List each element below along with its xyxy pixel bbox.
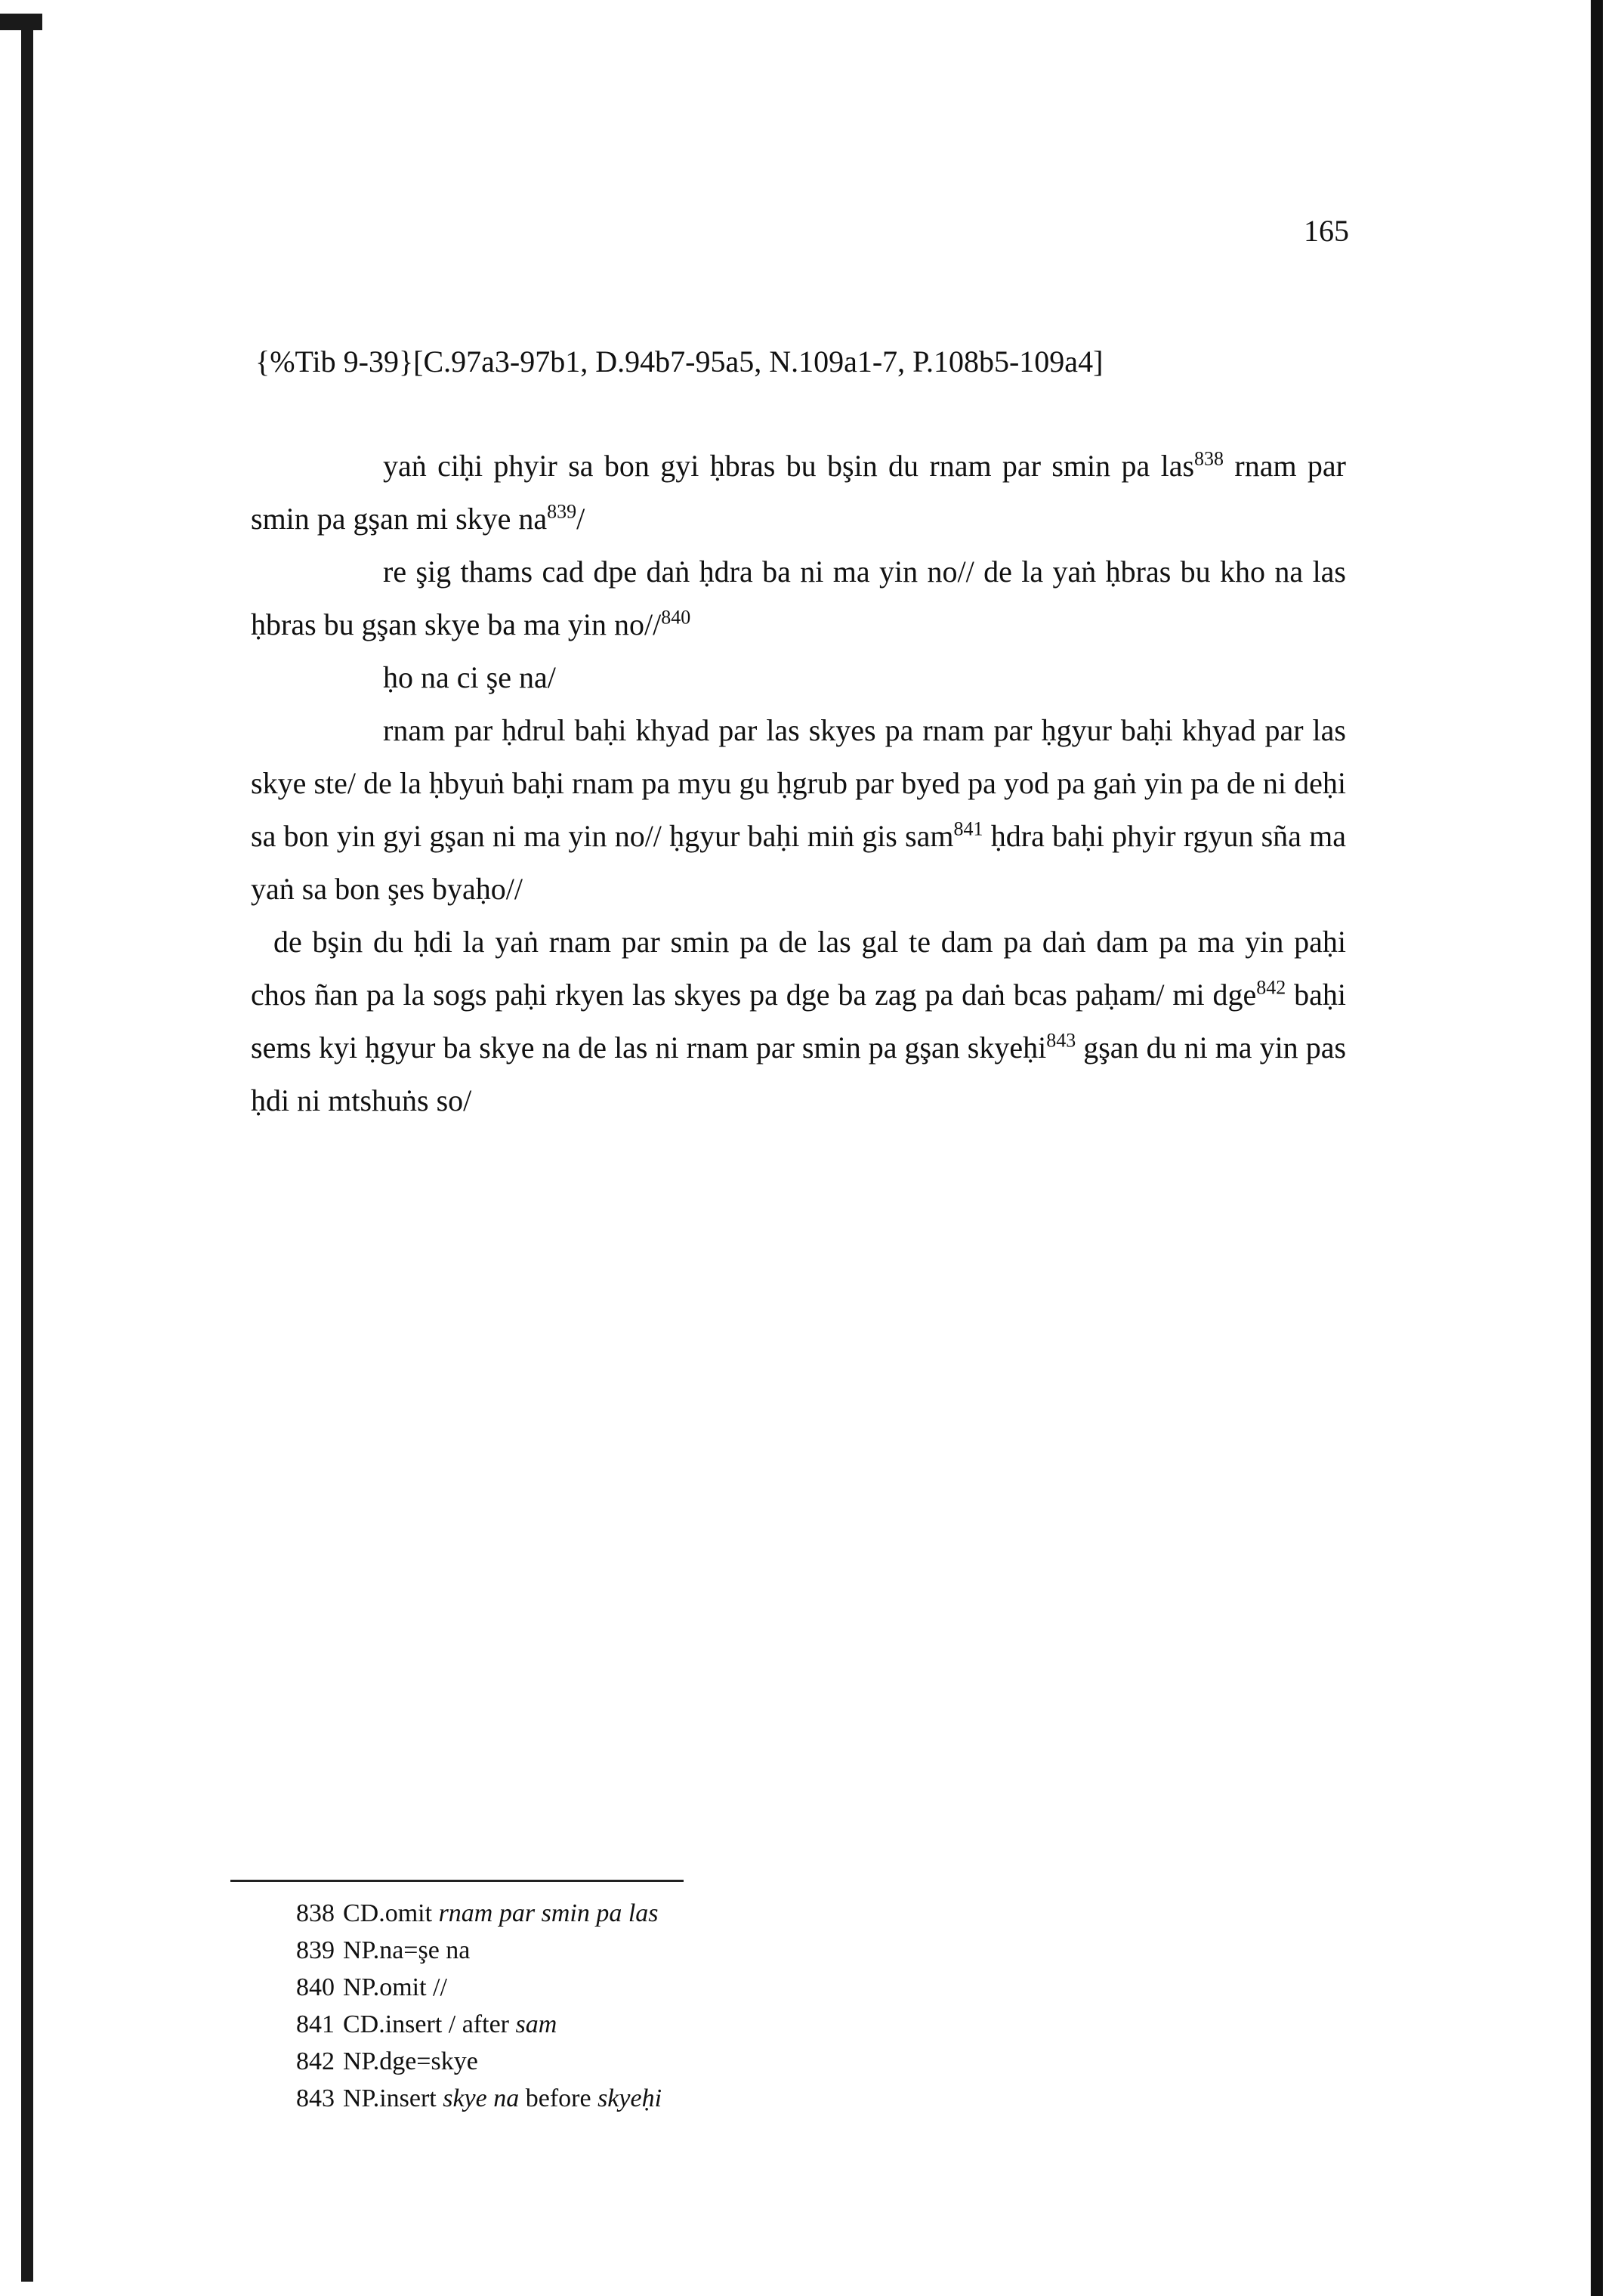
page-number: 165 bbox=[1304, 214, 1349, 248]
footnote-ref[interactable]: 838 bbox=[1194, 447, 1224, 470]
source-reference: {%Tib 9-39}[C.97a3-97b1, D.94b7-95a5, N.109a1-7, P.108b5-109a4] bbox=[255, 345, 1104, 379]
footnote-ref[interactable]: 841 bbox=[953, 817, 983, 840]
footnote-italic: sam bbox=[515, 2010, 557, 2038]
paragraph-text: yaṅ ciḥi phyir sa bon gyi ḥbras bu bşin du rnam par smin pa las bbox=[383, 449, 1195, 483]
footnote-838 bbox=[296, 1895, 662, 1932]
footnote-text: CD.insert / after bbox=[343, 2010, 516, 2038]
paragraph-4 bbox=[251, 704, 1346, 916]
binding-shadow-right bbox=[1591, 0, 1603, 2296]
footnote-italic: skyeḥi bbox=[597, 2084, 662, 2112]
footnote-text: NP.insert bbox=[343, 2084, 443, 2112]
paragraph-3: ḥo na ci şe na/ bbox=[383, 660, 556, 694]
footnote-839 bbox=[296, 1932, 662, 1969]
footnote-italic: rnam par smin pa las bbox=[438, 1899, 659, 1927]
footnote-840 bbox=[296, 1969, 662, 2006]
footnote-italic: skye na bbox=[443, 2084, 520, 2112]
footnote-ref[interactable]: 843 bbox=[1046, 1029, 1076, 1052]
footnote-text: before bbox=[519, 2084, 598, 2112]
paragraph-text: / bbox=[576, 502, 585, 536]
paragraph-text: baḥi sems kyi ḥgyur ba skye na de las ni rnam par smin pa gşan skyeḥi bbox=[251, 978, 1346, 1065]
footnote-ref[interactable]: 839 bbox=[547, 500, 577, 523]
paragraph-1 bbox=[251, 440, 1346, 545]
footnote-ref[interactable]: 842 bbox=[1256, 976, 1286, 999]
footnote-number: 842 bbox=[296, 2047, 335, 2075]
paragraph-text: rnam par smin pa gşan mi skye na bbox=[251, 449, 1346, 536]
footnote-text: CD.omit bbox=[343, 1899, 439, 1927]
footnote-text: NP.na=şe na bbox=[343, 1936, 471, 1964]
footnote-number: 841 bbox=[296, 2010, 335, 2038]
paragraph-2 bbox=[251, 545, 1346, 651]
footnote-841 bbox=[296, 2006, 662, 2043]
footnote-number: 839 bbox=[296, 1936, 335, 1964]
body-text bbox=[251, 440, 1346, 1127]
footnotes bbox=[296, 1895, 662, 2117]
paragraph-text: rnam par ḥdrul baḥi khyad par las skyes pa rnam par ḥgyur baḥi khyad par las skye ste/ de la ḥbyuṅ baḥi rnam pa myu gu ḥgrub par byed pa yod pa gaṅ yin pa de ni deḥi sa bon yin gyi gşan ni ma yin no// ḥgyur baḥi miṅ gis sam bbox=[251, 713, 1346, 853]
paragraph-text: re şig thams cad dpe daṅ ḥdra ba ni ma yin no// de la yaṅ ḥbras bu kho na las ḥbras bu gşan skye ba ma yin no// bbox=[251, 555, 1346, 641]
footnote-842 bbox=[296, 2043, 662, 2080]
footnote-text: NP.dge=skye bbox=[343, 2047, 478, 2075]
footnote-ref[interactable]: 840 bbox=[661, 606, 691, 629]
footnote-divider bbox=[230, 1880, 684, 1882]
footnote-843 bbox=[296, 2080, 662, 2117]
footnote-number: 840 bbox=[296, 1973, 335, 2001]
paragraph-text: ḥdra baḥi phyir rgyun sña ma yaṅ sa bon şes byaḥo// bbox=[251, 819, 1346, 906]
footnote-number: 838 bbox=[296, 1899, 335, 1927]
paragraph-5 bbox=[251, 916, 1346, 1127]
footnote-text: NP.omit // bbox=[343, 1973, 447, 2001]
binding-shadow-left bbox=[21, 23, 33, 2282]
paragraph-text: de bşin du ḥdi la yaṅ rnam par smin pa de las gal te dam pa daṅ dam pa ma yin paḥi chos ñan pa la sogs paḥi rkyen las skyes pa dge ba zag pa daṅ bcas paḥam/ mi dge bbox=[251, 925, 1346, 1012]
footnote-number: 843 bbox=[296, 2084, 335, 2112]
paragraph-text: gşan du ni ma yin pas ḥdi ni mtshuṅs so/ bbox=[251, 1031, 1347, 1117]
